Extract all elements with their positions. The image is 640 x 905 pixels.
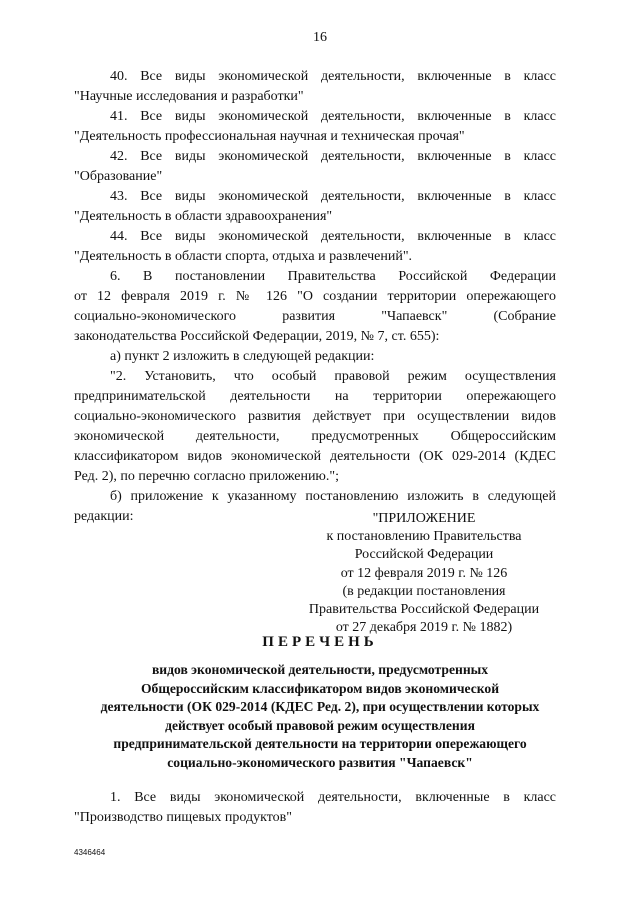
- subtitle-line: Общероссийским классификатором видов экономической: [140, 680, 500, 696]
- page-number: 16: [313, 30, 327, 45]
- list-item-line: "Производство пищевых продуктов": [74, 810, 293, 825]
- list-item-line: 44. Все виды экономической деятельности, включенные в класс: [110, 229, 556, 244]
- list-item-line: 40. Все виды экономической деятельности, включенные в класс: [110, 69, 556, 84]
- list-item-line: "Деятельность в области спорта, отдыха и развлечений".: [74, 249, 413, 264]
- appendix-line: Российской Федерации: [354, 547, 494, 563]
- appendix-line: от 12 февраля 2019 г. № 126: [340, 565, 508, 581]
- appendix-header: [296, 510, 552, 637]
- paragraph-line: социально-экономического развития "Чапаевск" (Собрание: [74, 309, 556, 324]
- paragraph-6: [74, 267, 556, 347]
- list-item-line: "Деятельность профессиональная научная и техническая прочая": [74, 129, 465, 144]
- list-item-line: 43. Все виды экономической деятельности, включенные в класс: [110, 189, 556, 204]
- document-id: 4346464: [74, 848, 106, 857]
- list-item-line: 41. Все виды экономической деятельности, включенные в класс: [110, 109, 556, 124]
- paragraph-line: 6. В постановлении Правительства Российской Федерации: [110, 269, 556, 284]
- list-item-43: [74, 187, 556, 227]
- paragraph-line: б) приложение к указанному постановлению изложить в следующей: [110, 489, 556, 504]
- subtitle-line: социально-экономического развития "Чапаевск": [167, 754, 473, 770]
- list-item-line: "Образование": [74, 169, 163, 184]
- list-item-42: [74, 147, 556, 187]
- list-item-line: 1. Все виды экономической деятельности, включенные в класс: [110, 790, 556, 805]
- list-item-40: [74, 67, 556, 107]
- list-title: ПЕРЕЧЕНЬ: [262, 634, 378, 650]
- list-item-44: [74, 227, 556, 267]
- paragraph-line: экономической деятельности, предусмотренных Общероссийским: [74, 429, 556, 444]
- list-item-line: "Научные исследования и разработки": [74, 89, 304, 104]
- paragraph-line: предпринимательской деятельности на территории опережающего: [74, 389, 556, 404]
- list-item-41: [74, 107, 556, 147]
- appendix-line: (в редакции постановления: [342, 583, 506, 599]
- paragraph-quote: [74, 367, 556, 487]
- subtitle-line: деятельности (ОК 029-2014 (КДЕС Ред. 2), при осуществлении которых: [100, 699, 540, 714]
- paragraph-a: а) пункт 2 изложить в следующей редакции:: [110, 349, 375, 364]
- paragraph-line: "2. Установить, что особый правовой режим осуществления: [110, 369, 556, 384]
- subtitle-line: видов экономической деятельности, предусмотренных: [151, 662, 489, 677]
- appendix-line: от 27 декабря 2019 г. № 1882): [335, 620, 513, 636]
- paragraph-line: социально-экономического развития действует при осуществлении видов: [74, 409, 556, 424]
- paragraph-line: законодательства Российской Федерации, 2019, № 7, ст. 655):: [74, 329, 440, 344]
- list-item-line: "Деятельность в области здравоохранения": [74, 209, 333, 224]
- paragraph-line: Ред. 2), по перечню согласно приложению.";: [74, 469, 339, 484]
- appendix-line: к постановлению Правительства: [326, 529, 522, 545]
- subtitle-line: предпринимательской деятельности на территории опережающего: [113, 736, 527, 751]
- list-item-1: [74, 788, 556, 828]
- subtitle-line: действует особый правовой режим осуществления: [165, 717, 475, 733]
- paragraph-line: от 12 февраля 2019 г. № 126 "О создании территории опережающего: [74, 289, 556, 304]
- appendix-line: "ПРИЛОЖЕНИЕ: [372, 511, 476, 526]
- list-subtitle: [64, 661, 576, 772]
- appendix-line: Правительства Российской Федерации: [308, 602, 540, 618]
- paragraph-line: редакции:: [74, 509, 134, 524]
- paragraph-line: классификатором видов экономической деятельности (ОК 029-2014 (КДЕС: [74, 449, 556, 464]
- list-item-line: 42. Все виды экономической деятельности, включенные в класс: [110, 149, 556, 164]
- items-list-top: [74, 67, 556, 527]
